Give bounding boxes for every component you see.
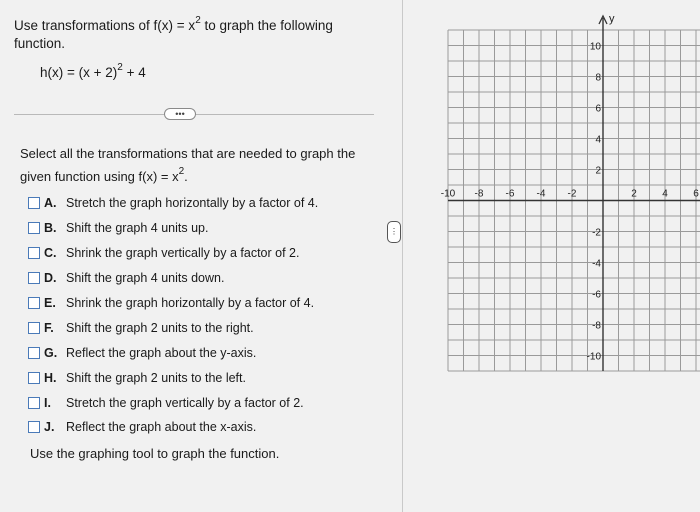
x-tick-label: -10 [440,188,456,200]
option-g[interactable] [28,340,318,365]
option-letter: G. [44,345,58,360]
function-prefix: h(x) = (x + 2) [40,65,118,80]
option-label: Shift the graph 4 units down. [66,271,225,286]
option-c[interactable] [28,241,318,266]
prompt-exponent: 2 [195,15,201,26]
options-list [28,191,318,440]
graph-area[interactable] [436,0,700,363]
panel-resize-handle[interactable]: ⋮ [387,221,401,243]
x-tick-label: -6 [505,188,515,200]
checkbox[interactable] [28,397,40,409]
checkbox[interactable] [28,372,40,384]
option-label: Shrink the graph horizontally by a factor of 4. [66,296,315,310]
prompt-line2: function. [14,36,66,51]
question-exponent: 2 [178,166,185,177]
option-h[interactable] [28,365,318,390]
y-tick-label: 2 [595,165,601,177]
y-tick-label: 8 [595,72,601,84]
option-d[interactable] [28,266,318,291]
function-display [40,62,146,80]
option-label: Shift the graph 2 units to the right. [66,320,254,335]
option-label: Shrink the graph vertically by a factor of 2. [66,246,300,261]
panel-divider [402,0,403,512]
option-a[interactable] [28,191,318,216]
option-j[interactable] [28,415,318,440]
function-suffix: + 4 [122,65,146,80]
x-tick-label: 2 [631,188,637,200]
option-label: Reflect the graph about the y-axis. [66,345,257,360]
option-label: Shift the graph 2 units to the left. [66,370,246,385]
option-letter: B. [44,221,57,236]
option-b[interactable] [28,216,318,241]
y-tick-label: -10 [586,351,601,363]
option-label: Shift the graph 4 units up. [66,221,209,236]
checkbox[interactable] [28,272,40,284]
option-f[interactable] [28,315,318,340]
prompt-line1-prefix: Use transformations of f(x) = x [14,18,196,33]
x-tick-label: -8 [474,188,484,200]
checkbox[interactable] [28,222,40,234]
y-tick-label: -2 [592,227,601,239]
option-letter: D. [44,271,57,286]
option-label: Stretch the graph horizontally by a factor of 4. [66,196,319,211]
x-tick-label: 4 [662,188,668,200]
option-letter: A. [44,196,57,211]
prompt-text [14,12,394,53]
option-e[interactable] [28,291,318,316]
option-label: Reflect the graph about the x-axis. [66,420,257,435]
y-tick-label: -4 [592,258,601,270]
checkbox[interactable] [28,247,40,259]
checkbox[interactable] [28,347,40,359]
option-label: Stretch the graph vertically by a factor of 2. [66,395,304,410]
checkbox[interactable] [28,421,40,433]
question-line2-prefix: given function using f(x) = x [20,169,179,184]
option-letter: I. [44,395,51,410]
checkbox[interactable] [28,197,40,209]
y-tick-label: 4 [595,134,601,146]
option-letter: C. [44,246,57,261]
instruction-footer: Use the graphing tool to graph the function. [30,446,280,461]
x-tick-label: -2 [567,188,577,200]
checkbox[interactable] [28,297,40,309]
function-exponent: 2 [117,62,123,73]
y-axis-label: y [609,13,615,25]
y-tick-label: -6 [592,289,601,301]
x-tick-label: -4 [536,188,546,200]
question-text [20,145,390,186]
y-tick-label: 10 [589,41,601,53]
y-tick-label: 6 [595,103,601,115]
option-letter: J. [44,420,55,435]
checkbox[interactable] [28,322,40,334]
question-line2-suffix: . [184,169,188,184]
option-letter: H. [44,370,57,385]
coordinate-grid[interactable] [436,0,700,363]
option-letter: F. [44,320,54,335]
option-letter: E. [44,296,56,310]
x-tick-label: 6 [693,188,699,200]
y-tick-label: -8 [592,320,601,332]
question-line1: Select all the transformations that are needed to graph the [20,146,356,161]
more-button[interactable]: ••• [164,108,196,120]
option-i[interactable] [28,390,318,415]
prompt-line1-suffix: to graph the following [200,18,333,33]
